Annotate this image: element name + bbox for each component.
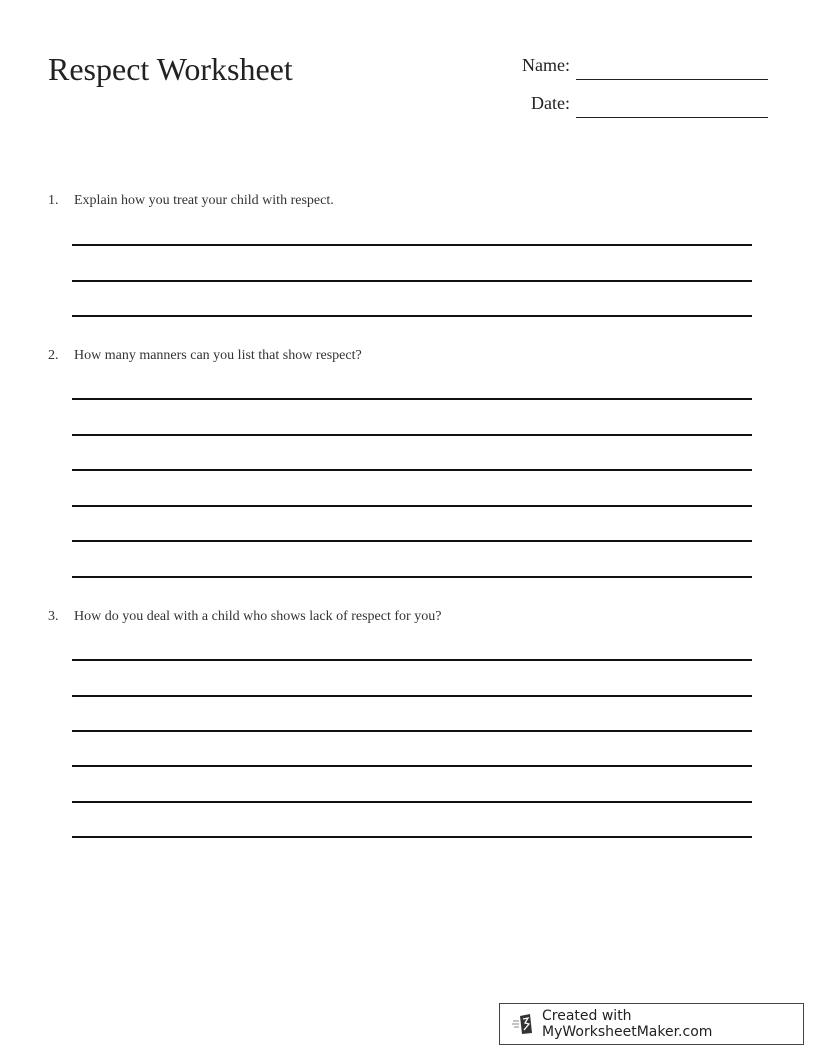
question-text: How many manners can you list that show respect? (74, 348, 362, 363)
question-number: 1. (48, 193, 59, 208)
question-1 (48, 192, 334, 210)
name-label: Name: (522, 55, 570, 75)
question-3 (48, 608, 441, 626)
answer-line (72, 398, 752, 400)
question-number: 3. (48, 609, 59, 624)
answer-line (72, 434, 752, 436)
date-label: Date: (531, 93, 570, 113)
answer-line (72, 695, 752, 697)
page-title: Respect Worksheet (48, 51, 293, 87)
date-blank-line (576, 117, 768, 118)
answer-line (72, 576, 752, 578)
worksheet-maker-logo-icon (512, 1013, 534, 1035)
question-number: 2. (48, 348, 59, 363)
answer-line (72, 244, 752, 246)
date-field (500, 88, 768, 118)
answer-line (72, 765, 752, 767)
name-blank-line (576, 79, 768, 80)
answer-line (72, 505, 752, 507)
answer-line (72, 836, 752, 838)
answer-line (72, 540, 752, 542)
answer-line (72, 469, 752, 471)
answer-line (72, 801, 752, 803)
answer-line (72, 659, 752, 661)
answer-line (72, 280, 752, 282)
badge-text: Created with MyWorksheetMaker.com (542, 1008, 713, 1040)
question-text: How do you deal with a child who shows lack of respect for you? (74, 609, 442, 624)
question-text: Explain how you treat your child with respect. (74, 193, 334, 208)
created-with-badge[interactable] (499, 1003, 804, 1045)
answer-line (72, 315, 752, 317)
question-2 (48, 347, 362, 365)
answer-line (72, 730, 752, 732)
name-field (500, 50, 768, 80)
